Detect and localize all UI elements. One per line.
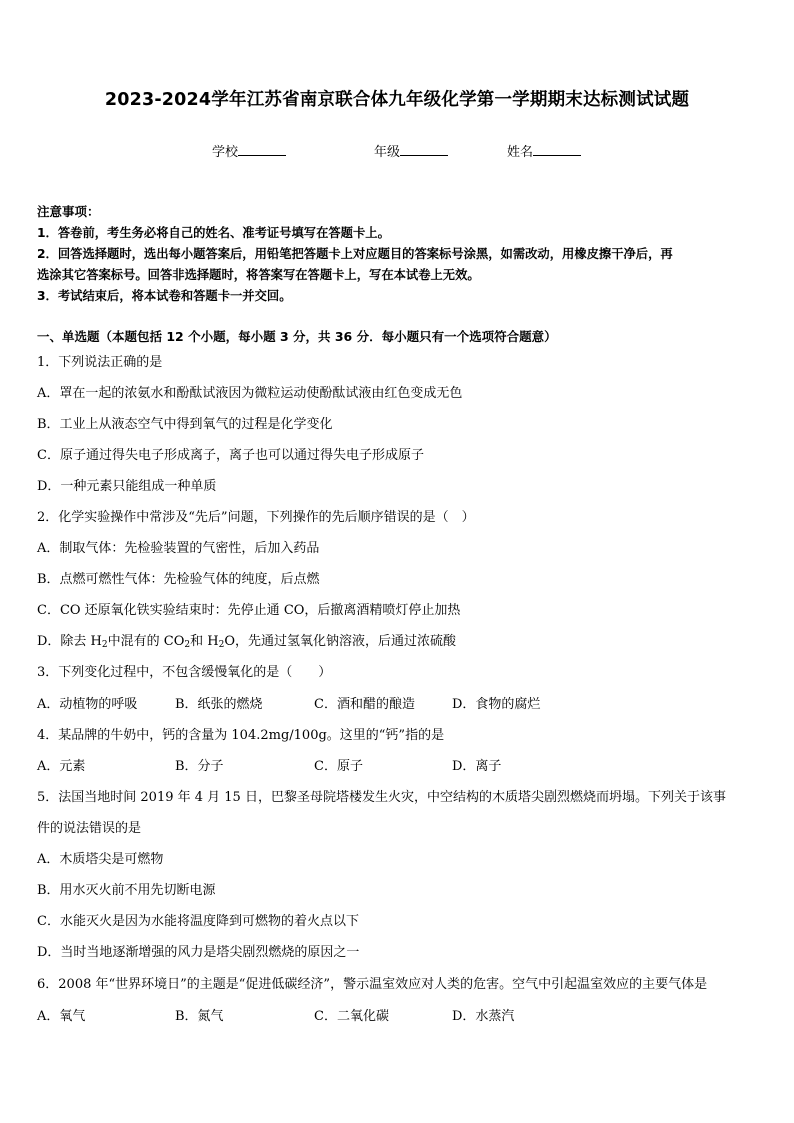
notice-heading: 注意事项： — [37, 204, 100, 219]
q5-option-c: C．水能灭火是因为水能将温度降到可燃物的着火点以下 — [37, 914, 359, 929]
q3-option-d: D．食物的腐烂 — [452, 697, 541, 712]
q4-option-d: D．离子 — [452, 759, 502, 774]
q2-d-sub1: 2 — [101, 640, 108, 650]
grade-blank[interactable] — [400, 143, 448, 156]
q3-stem: 3．下列变化过程中，不包含缓慢氧化的是（ ） — [37, 665, 332, 680]
q2-d-sub2: 2 — [184, 640, 191, 650]
q1-stem: 1．下列说法正确的是 — [37, 355, 163, 370]
q4-option-a: A．元素 — [37, 759, 86, 774]
q5-stem-line1: 5．法国当地时间 2019 年 4 月 15 日，巴黎圣母院塔楼发生火灾，中空结构的木质塔尖剧烈燃烧而坍塌。下列关于该事 — [37, 790, 726, 805]
q2-option-b: B．点燃可燃性气体：先检验气体的纯度，后点燃 — [37, 572, 320, 587]
q4-stem: 4．某品牌的牛奶中，钙的含量为 104.2mg/100g。这里的“钙”指的是 — [37, 728, 445, 743]
name-label: 姓名 — [507, 145, 534, 160]
student-info-row — [0, 141, 794, 161]
q3-option-b: B．纸张的燃烧 — [175, 697, 263, 712]
q6-option-a: A．氧气 — [37, 1009, 86, 1024]
q2-option-a: A．制取气体：先检验装置的气密性，后加入药品 — [37, 541, 320, 556]
q2-d-part2: 中混有的 CO — [107, 634, 185, 649]
q4-option-c: C．原子 — [314, 759, 363, 774]
q2-d-part4: O，先通过氢氧化钠溶液，后通过浓硫酸 — [224, 634, 457, 649]
school-field[interactable] — [212, 141, 286, 160]
q2-option-d — [37, 633, 456, 651]
q1-option-a: A．罩在一起的浓氨水和酚酞试液因为微粒运动使酚酞试液由红色变成无色 — [37, 386, 463, 401]
notice-item-2b: 选涂其它答案标号。回答非选择题时，将答案写在答题卡上，写在本试卷上无效。 — [37, 268, 480, 282]
q6-option-c: C．二氧化碳 — [314, 1009, 389, 1024]
q6-option-b: B．氮气 — [175, 1009, 224, 1024]
q3-option-a: A．动植物的呼吸 — [37, 697, 138, 712]
school-label: 学校 — [212, 145, 239, 160]
q2-d-sub3: 2 — [218, 640, 225, 650]
q1-option-d: D．一种元素只能组成一种单质 — [37, 479, 217, 494]
notice-item-1: 1．答卷前，考生务必将自己的姓名、准考证号填写在答题卡上。 — [37, 226, 390, 240]
grade-field[interactable] — [374, 141, 448, 160]
q1-option-c: C．原子通过得失电子形成离子，离子也可以通过得失电子形成原子 — [37, 448, 424, 463]
q5-option-a: A．木质塔尖是可燃物 — [37, 852, 164, 867]
notice-item-3: 3．考试结束后，将本试卷和答题卡一并交回。 — [37, 289, 292, 303]
grade-label: 年级 — [374, 145, 401, 160]
notice-item-2a: 2．回答选择题时，选出每小题答案后，用铅笔把答题卡上对应题目的答案标号涂黑，如需改动，用橡皮擦干净后，再 — [37, 247, 673, 261]
q2-d-part1: D．除去 H — [37, 634, 102, 649]
q6-stem: 6．2008 年“世界环境日”的主题是“促进低碳经济”，警示温室效应对人类的危害。空气中引起温室效应的主要气体是 — [37, 977, 708, 992]
section-heading: 一、单选题（本题包括 12 个小题，每小题 3 分，共 36 分．每小题只有一个选项符合题意） — [37, 329, 557, 344]
q3-option-c: C．酒和醋的酿造 — [314, 697, 415, 712]
q2-option-c: C．CO 还原氧化铁实验结束时：先停止通 CO，后撤离酒精喷灯停止加热 — [37, 603, 461, 618]
school-blank[interactable] — [238, 143, 286, 156]
q5-option-b: B．用水灭火前不用先切断电源 — [37, 883, 216, 898]
q2-d-part3: 和 H — [190, 634, 219, 649]
q2-stem: 2．化学实验操作中常涉及“先后”问题，下列操作的先后顺序错误的是（ ） — [37, 510, 475, 525]
name-field[interactable] — [507, 141, 581, 160]
q4-option-b: B．分子 — [175, 759, 224, 774]
name-blank[interactable] — [533, 143, 581, 156]
q5-option-d: D．当时当地逐渐增强的风力是塔尖剧烈燃烧的原因之一 — [37, 945, 360, 960]
q1-option-b: B．工业上从液态空气中得到氧气的过程是化学变化 — [37, 417, 333, 432]
page-title: 2023-2024学年江苏省南京联合体九年级化学第一学期期末达标测试试题 — [104, 90, 690, 110]
q6-option-d: D．水蒸汽 — [452, 1009, 515, 1024]
q5-stem-line2: 件的说法错误的是 — [37, 821, 142, 836]
